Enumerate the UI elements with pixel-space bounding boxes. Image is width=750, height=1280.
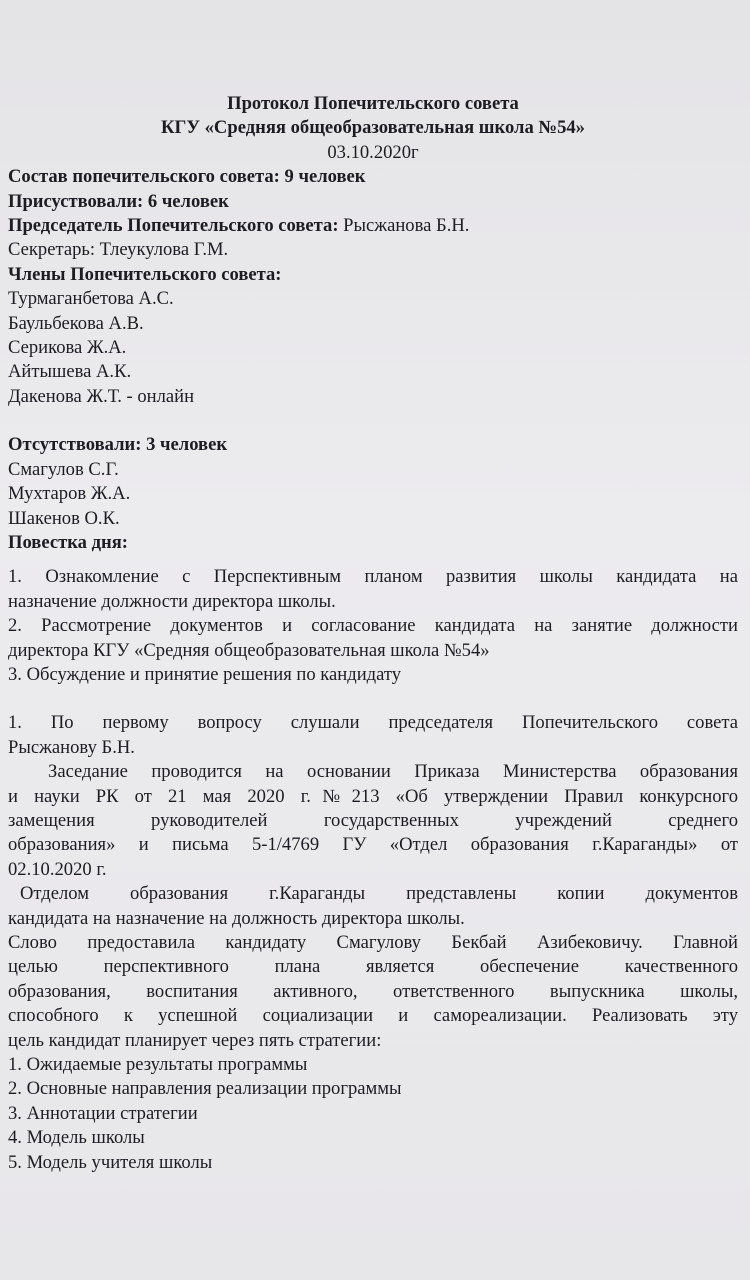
strategy-item: 4. Модель школы [8,1127,145,1149]
body-line: 1. По первому вопросу слушали председателя Попечительского совета [8,712,738,734]
body-line: Заседание проводится на основании Приказа Министерства образования [48,761,738,783]
members-label: Члены Попечительского совета: [8,263,282,285]
body-line: и науки РК от 21 мая 2020 г.№213 «Об утверждении Правил конкурсного [8,785,738,807]
agenda-label: Повестка дня: [8,531,128,553]
strategy-item: 5. Модель учителя школы [8,1151,213,1173]
body-line: Отделом образования г.Караганды представлены копии документов [20,883,738,905]
body-line: кандидата на назначение на должность директора школы. [8,907,465,929]
body-line: Слово предоставила кандидату Смагулову Бекбай Азибековичу. Главной [8,932,738,953]
body-line: замещения руководителей государственных учреждений среднего [8,809,738,831]
agenda-item: 3. Обсуждение и принятие решения по кандидату [8,663,402,685]
document-title: Протокол Попечительского совета [227,93,519,114]
minutes-body [8,711,738,1175]
member-item: Дакенова Ж.Т. - онлайн [8,385,195,407]
agenda-item: 1. Ознакомление с Перспективным планом развития школы кандидата на [8,566,738,588]
body-line: образования, воспитания активного, ответственного выпускника школы, [8,980,738,1002]
total-members: Состав попечительского совета: 9 человек [8,166,366,188]
chair-line [8,214,738,238]
absent-item: Мухтаров Ж.А. [8,483,131,505]
absent-item: Шакенов О.К. [8,507,120,529]
body-line: целью перспективного плана является обеспечение качественного [8,956,738,978]
member-item: Турмаганбетова А.С. [8,288,174,310]
absent-section [8,433,738,555]
body-line: образования» и письма 5-1/4769 ГУ «Отдел образования г.Караганды» от [8,834,738,856]
agenda-item: директора КГУ «Средняя общеобразовательная школа №54» [8,639,490,661]
member-item: Серикова Ж.А. [8,337,127,359]
council-composition [8,165,738,409]
document-date: 03.10.2020г [327,141,419,163]
member-item: Айтышева А.К. [8,361,132,383]
body-line: Рысжанову Б.Н. [8,736,135,758]
chair-label: Председатель Попечительского совета: [8,215,339,237]
present-count: Присуствовали: 6 человек [8,190,229,212]
member-item: Баульбекова А.В. [8,312,144,334]
agenda-item: 2. Рассмотрение документов и согласование кандидата на занятие должности [8,615,738,637]
school-name: КГУ «Средняя общеобразовательная школа №54» [161,117,585,139]
body-line: цель кандидат планирует через пять стратегии: [8,1029,382,1051]
agenda-item: назначение должности директора школы. [8,590,336,612]
strategy-item: 1. Ожидаемые результаты программы [8,1054,308,1076]
agenda-list [8,565,738,687]
chair-name: Рысжанова Б.Н. [338,215,470,237]
body-line: 02.10.2020 г. [8,858,107,880]
secretary-line: Секретарь: Тлеукулова Г.М. [8,239,229,261]
absent-item: Смагулов С.Г. [8,458,119,480]
strategy-item: 2. Основные направления реализации программы [8,1078,402,1100]
document-header [8,92,738,165]
strategy-item: 3. Аннотации стратегии [8,1102,198,1124]
body-line: способного к успешной социализации и самореализации. Реализовать эту [8,1005,738,1027]
absent-label: Отсутствовали: 3 человек [8,434,228,456]
